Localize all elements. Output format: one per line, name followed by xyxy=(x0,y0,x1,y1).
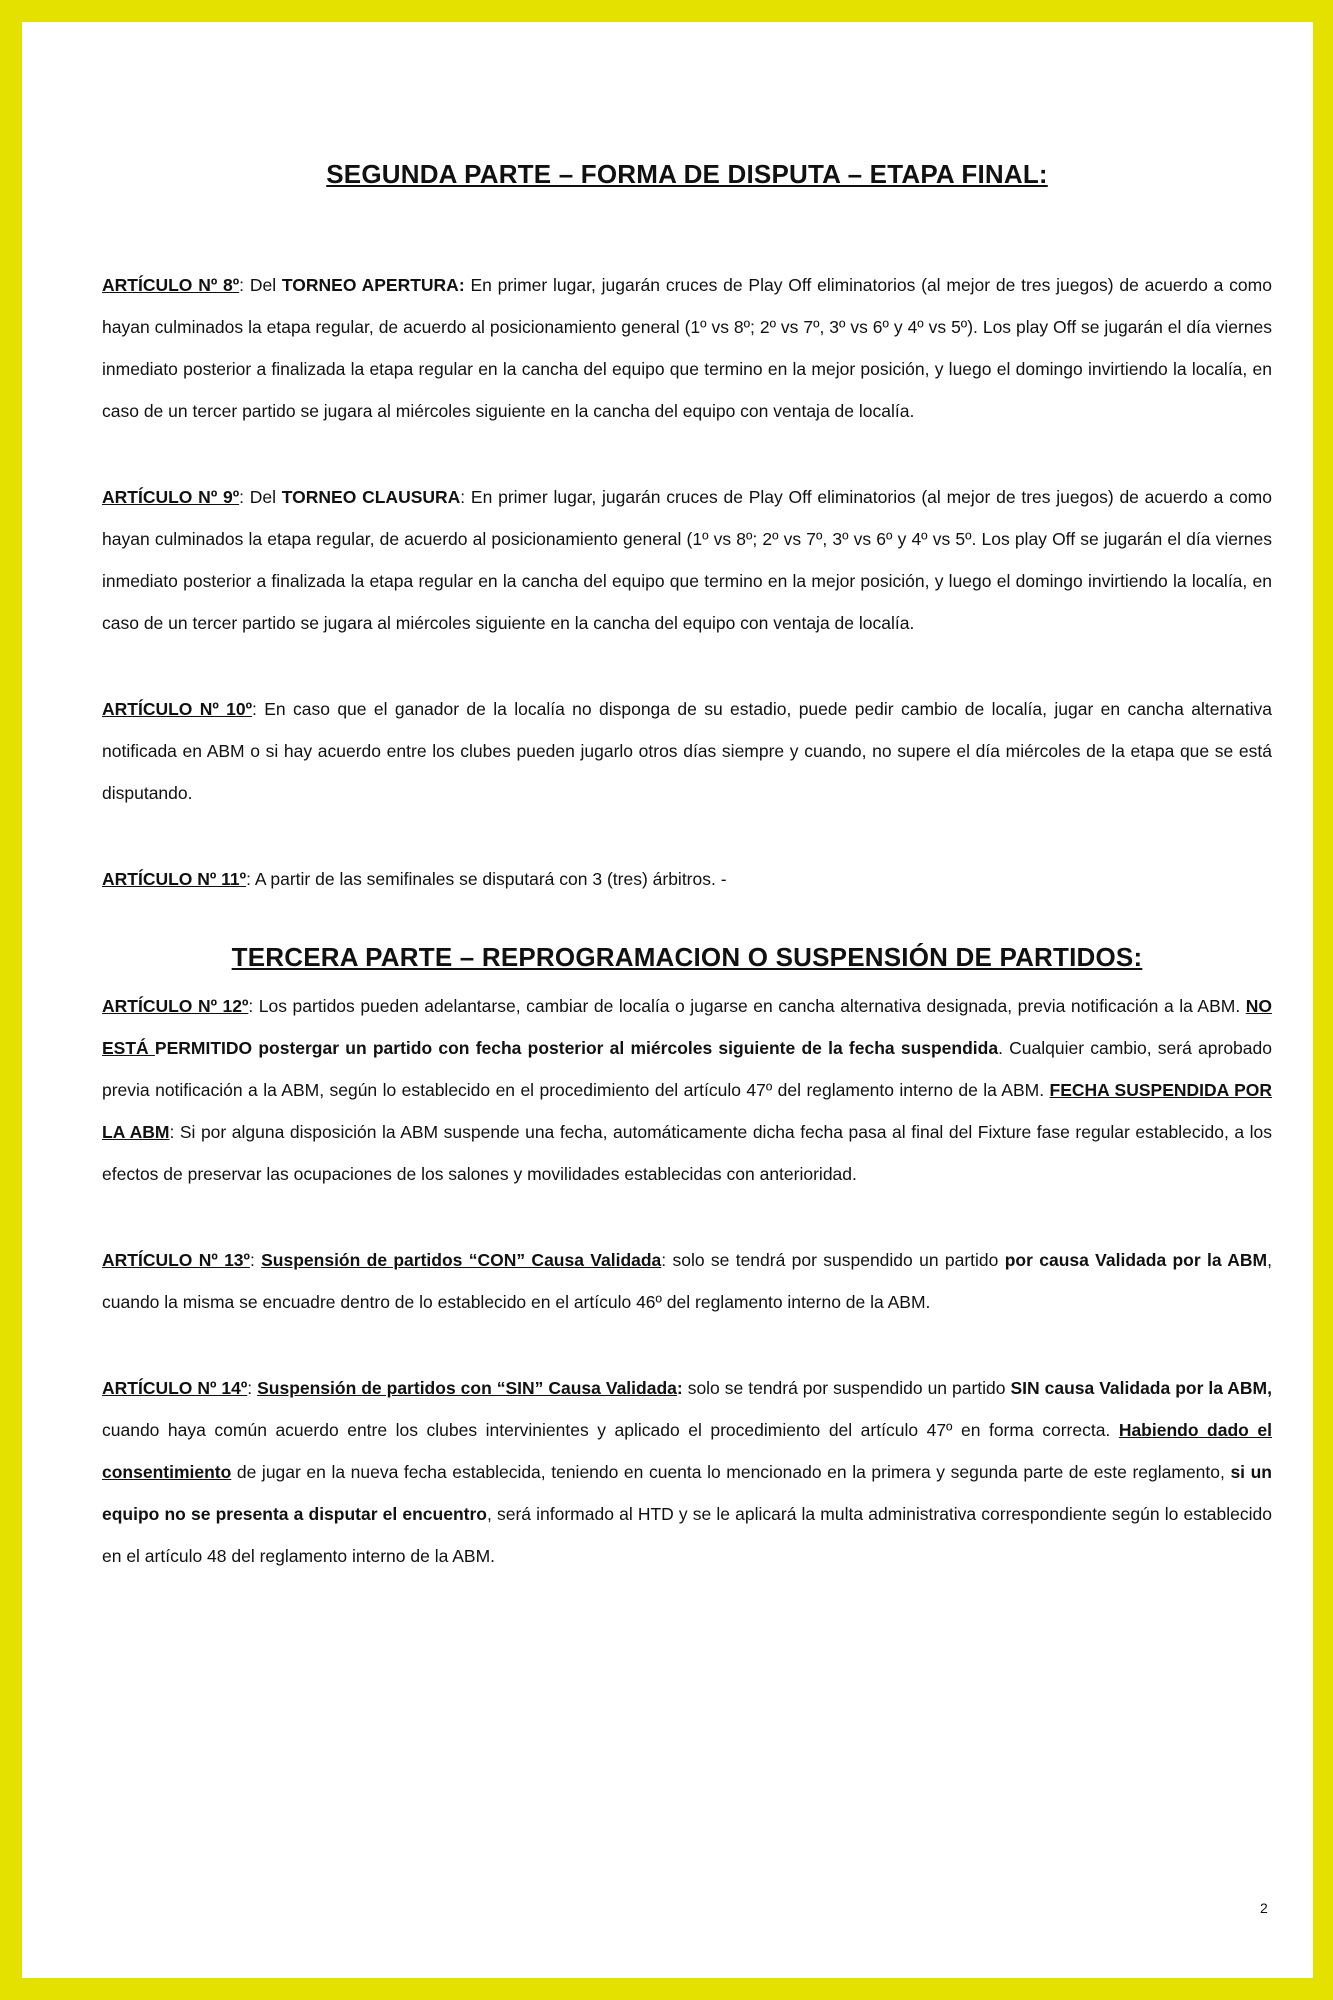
article-8 xyxy=(102,264,1272,432)
article-10 xyxy=(102,688,1272,814)
article-8-label: ARTÍCULO Nº 8º xyxy=(102,275,240,295)
article-13-text-3: , cuando la misma se encuadre dentro de lo establecido en el artículo 46º del reglamento interno de la ABM. xyxy=(102,1250,1272,1312)
article-12-text-2: . Cualquier cambio, será aprobado previa notificación a la ABM, según lo establecido en el procedimiento del artículo 47º del reglamento interno de la ABM. xyxy=(102,1038,1272,1100)
article-14-text-3: cuando haya común acuerdo entre los clubes intervinientes y aplicado el procedimiento del artículo 47º en forma correcta. xyxy=(102,1420,1119,1440)
article-12-text-3: : Si por alguna disposición la ABM suspende una fecha, automáticamente dicha fecha pasa al final del Fixture fase regular establecido, a los efectos de preservar las ocupaciones de los salones y movilidades establecidas con anterioridad. xyxy=(102,1122,1272,1184)
article-14-colon: : xyxy=(676,1378,683,1398)
article-9-body: : En primer lugar, jugarán cruces de Play Off eliminatorios (al mejor de tres juegos) de acuerdo a como hayan culminados la etapa regular, de acuerdo al posicionamiento general (1º vs 8º; 2º vs 7º, 3º vs 6º y 4º vs 5º. Los play Off se jugarán el día viernes inmediato posterior a finalizada la etapa regular en la cancha del equipo que termino en la mejor posición, y luego el domingo invirtiendo la localía, en caso de un tercer partido se jugara al miércoles siguiente en la cancha del equipo con ventaja de localía. xyxy=(102,487,1272,633)
article-8-body: En primer lugar, jugarán cruces de Play Off eliminatorios (al mejor de tres juegos) de acuerdo a como hayan culminados la etapa regular, de acuerdo al posicionamiento general (1º vs 8º; 2º vs 7º, 3º vs 6º y 4º vs 5º). Los play Off se jugarán el día viernes inmediato posterior a finalizada la etapa regular en la cancha del equipo que termino en la mejor posición, y luego el domingo invirtiendo la localía, en caso de un tercer partido se jugara al miércoles siguiente en la cancha del equipo con ventaja de localía. xyxy=(102,275,1272,421)
article-10-label: ARTÍCULO Nº 10º xyxy=(102,699,253,719)
article-14-title: Suspensión de partidos con “SIN” Causa Validada xyxy=(257,1378,677,1398)
article-14-text-1: : xyxy=(247,1378,258,1398)
article-14-text-4: de jugar en la nueva fecha establecida, teniendo en cuenta lo mencionado en la primera y segunda parte de este reglamento, xyxy=(231,1462,1231,1482)
article-14-habiendo: Habiendo dado el consentimiento xyxy=(102,1420,1272,1482)
section-title-segunda-parte: SEGUNDA PARTE – FORMA DE DISPUTA – ETAPA FINAL: xyxy=(326,159,1048,189)
article-8-text-1: : Del xyxy=(239,275,282,295)
article-9 xyxy=(102,476,1272,644)
article-14-label: ARTÍCULO Nº 14º xyxy=(102,1378,248,1398)
section-title-tercera-parte: TERCERA PARTE – REPROGRAMACION O SUSPENSIÓN DE PARTIDOS: xyxy=(231,942,1143,972)
article-14-text-5: , será informado al HTD y se le aplicará la multa administrativa correspondiente según lo establecido en el artículo 48 del reglamento interno de la ABM. xyxy=(102,1504,1272,1566)
article-13-text-1: : xyxy=(249,1250,262,1270)
article-10-body: : En caso que el ganador de la localía no disponga de su estadio, puede pedir cambio de localía, jugar en cancha alternativa notificada en ABM o si hay acuerdo entre los clubes pueden jugarlo otros días siempre y cuando, no supere el día miércoles de la etapa que se está disputando. xyxy=(102,699,1272,803)
article-13-bold-1: por causa Validada por la ABM xyxy=(1004,1250,1268,1270)
article-12-no-esta: NO ESTÁ xyxy=(102,996,1272,1058)
article-12-label: ARTÍCULO Nº 12º xyxy=(102,996,249,1016)
article-13 xyxy=(102,1239,1272,1323)
article-13-label: ARTÍCULO Nº 13º xyxy=(102,1250,250,1270)
article-13-title: Suspensión de partidos “CON” Causa Validada xyxy=(261,1250,662,1270)
page-number: 2 xyxy=(1260,1900,1268,1916)
article-11-label: ARTÍCULO Nº 11º xyxy=(102,869,247,889)
article-11-body: : A partir de las semifinales se disputará con 3 (tres) árbitros. - xyxy=(246,869,727,889)
article-12 xyxy=(102,985,1272,1195)
article-13-text-2: : solo se tendrá por suspendido un partido xyxy=(661,1250,1005,1270)
article-8-colon: : xyxy=(458,275,465,295)
article-14 xyxy=(102,1367,1272,1577)
article-14-text-2: solo se tendrá por suspendido un partido xyxy=(682,1378,1011,1398)
article-14-bold-1: SIN causa Validada por la ABM, xyxy=(1010,1378,1272,1398)
article-9-text-1: : Del xyxy=(239,487,282,507)
article-11 xyxy=(102,858,1272,900)
article-12-text-1: : Los partidos pueden adelantarse, cambiar de localía o jugarse en cancha alternativa designada, previa notificación a la ABM. xyxy=(248,996,1246,1016)
document-content xyxy=(102,147,1272,1621)
article-9-torneo: TORNEO CLAUSURA xyxy=(281,487,461,507)
article-8-torneo: TORNEO APERTURA xyxy=(281,275,459,295)
article-14-bold-2: si un equipo no se presenta a disputar el encuentro xyxy=(102,1462,1272,1524)
article-9-label: ARTÍCULO Nº 9º xyxy=(102,487,240,507)
article-12-fecha-suspendida: FECHA SUSPENDIDA POR LA ABM xyxy=(102,1080,1272,1142)
article-12-bold-1: PERMITIDO postergar un partido con fecha posterior al miércoles siguiente de la fecha suspendida xyxy=(154,1038,999,1058)
